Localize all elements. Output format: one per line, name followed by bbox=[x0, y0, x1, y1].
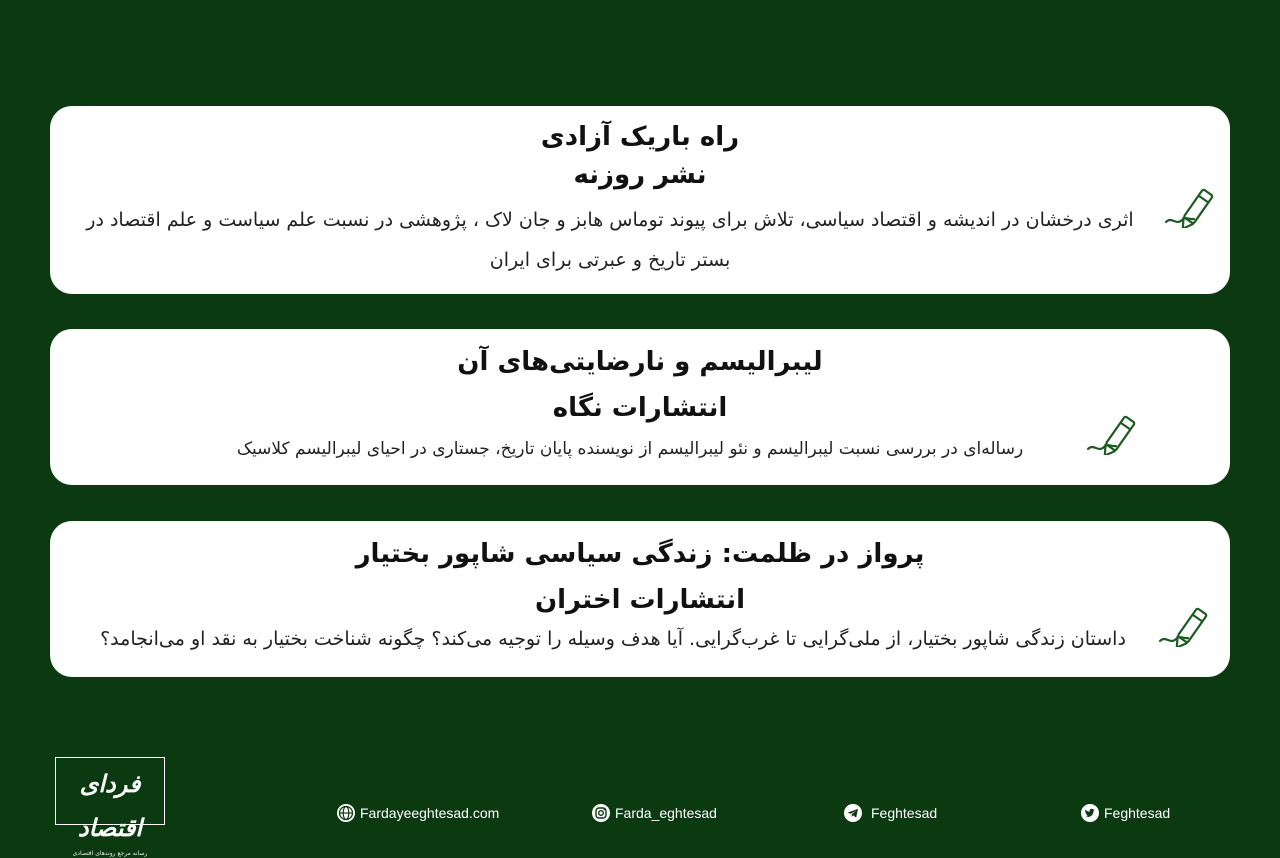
book-title: لیبرالیسم و نارضایتی‌های آن bbox=[457, 347, 823, 377]
website-label: Fardayeeghtesad.com bbox=[360, 805, 500, 821]
website-link[interactable] bbox=[336, 802, 499, 824]
book-card bbox=[50, 106, 1230, 294]
book-description: رساله‌ای در بررسی نسبت لیبرالیسم و نئو لیبرالیسم از نویسنده پایان تاریخ، جستاری در احیای لیبرالیسم کلاسیک bbox=[236, 439, 1024, 459]
twitter-label: Feghtesad bbox=[1104, 805, 1171, 821]
twitter-icon bbox=[1080, 803, 1100, 823]
book-publisher: انتشارات اختران bbox=[534, 585, 746, 615]
twitter-link[interactable] bbox=[1080, 802, 1170, 824]
brand-logo bbox=[55, 757, 165, 857]
pen-icon bbox=[1084, 407, 1144, 455]
logo-tagline: رسانه مرجع روندهای اقتصادی bbox=[72, 850, 148, 857]
book-description: اثری درخشان در اندیشه و اقتصاد سیاسی، تلاش برای پیوند توماس هابز و جان لاک ، پژوهشی در نسبت علم سیاست و علم اقتصاد در بستر تاریخ و عبرتی برای ایران bbox=[86, 209, 1134, 271]
book-card bbox=[50, 329, 1230, 485]
pen-icon bbox=[1156, 599, 1216, 647]
globe-icon bbox=[336, 803, 356, 823]
telegram-link[interactable] bbox=[843, 802, 937, 824]
book-title: راه باریک آزادی bbox=[540, 122, 740, 152]
logo-name: فردای اقتصاد bbox=[77, 769, 143, 842]
pen-icon bbox=[1162, 180, 1222, 228]
book-card bbox=[50, 521, 1230, 677]
instagram-link[interactable] bbox=[591, 802, 717, 824]
book-publisher: نشر روزنه bbox=[573, 160, 707, 190]
telegram-icon bbox=[843, 803, 863, 823]
instagram-label: Farda_eghtesad bbox=[615, 805, 717, 821]
instagram-icon bbox=[591, 803, 611, 823]
telegram-label: Feghtesad bbox=[871, 805, 938, 821]
book-publisher: انتشارات نگاه bbox=[552, 393, 728, 423]
book-title: پرواز در ظلمت: زندگی سیاسی شاپور بختیار bbox=[355, 539, 925, 569]
book-description: داستان زندگی شاپور بختیار، از ملی‌گرایی تا غرب‌گرایی. آیا هدف وسیله را توجیه می‌کند؟ چگونه شناخت بختیار به نقد او می‌انجامد؟ bbox=[100, 628, 1126, 650]
